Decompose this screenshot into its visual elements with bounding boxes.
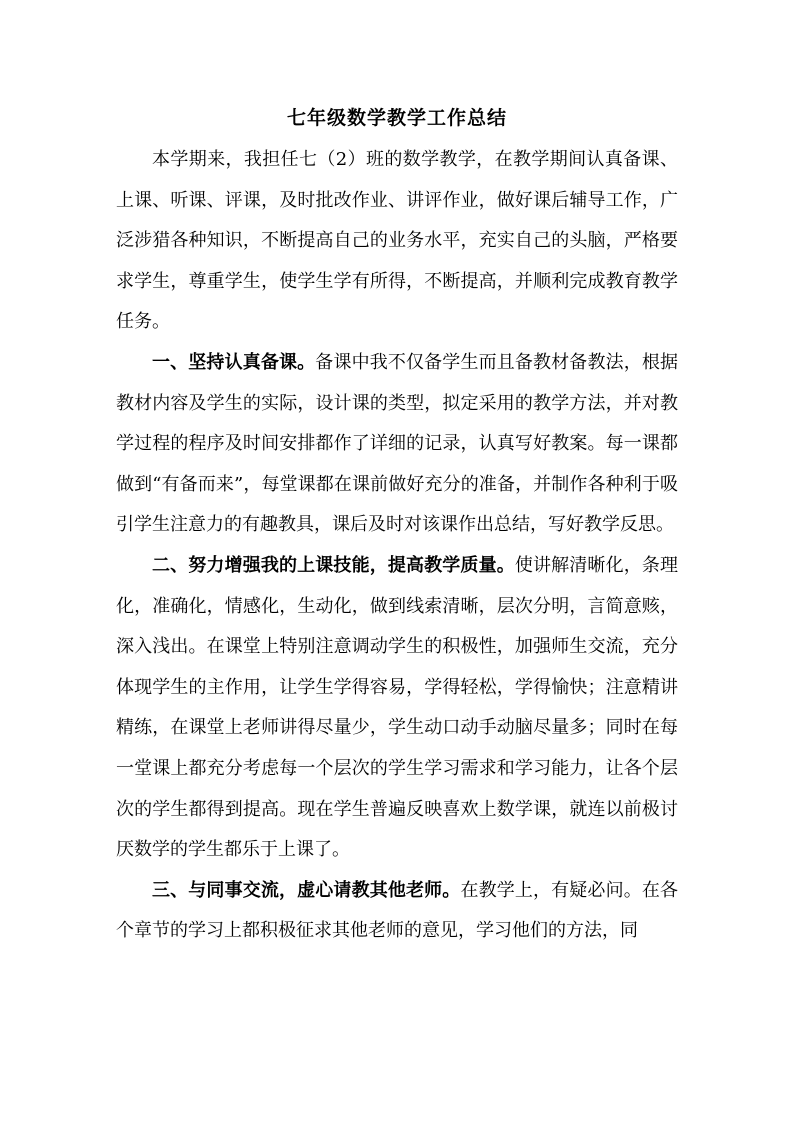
document-title: 七年级数学教学工作总结 bbox=[286, 107, 507, 129]
section-2-paragraph bbox=[116, 546, 678, 871]
section-1-paragraph bbox=[116, 343, 678, 546]
section-1-body: 备课中我不仅备学生而且备教材备教法，根据教材内容及学生的实际，设计课的类型，拟定采用的教学方法，并对教学过程的程序及时间安排都作了详细的记录，认真写好教案。每一课都做到“有备而来”，每堂课都在课前做好充分的准备，并制作各种利于吸引学生注意力的有趣教具，课后及时对该课作出总结，写好教学反思。 bbox=[116, 351, 679, 536]
section-2-body: 使讲解清晰化，条理化，准确化，情感化，生动化，做到线索清晰，层次分明，言简意赅，深入浅出。在课堂上特别注意调动学生的积极性，加强师生交流，充分体现学生的主作用，让学生学得容易，学得轻松，学得愉快；注意精讲精练，在课堂上老师讲得尽量少，学生动口动手动脑尽量多；同时在每一堂课上都充分考虑每一个层次的学生学习需求和学习能力，让各个层次的学生都得到提高。现在学生普遍反映喜欢上数学课，就连以前极讨厌数学的学生都乐于上课了。 bbox=[116, 554, 679, 861]
section-3-heading: 三、与同事交流，虚心请教其他老师。 bbox=[152, 879, 461, 901]
document-page bbox=[116, 102, 678, 952]
section-3-body: 在教学上，有疑必问。在各个章节的学习上都积极征求其他老师的意见，学习他们的方法，同 bbox=[116, 879, 679, 942]
intro-paragraph: 本学期来，我担任七（2）班的数学教学，在教学期间认真备课、上课、听课、评课，及时批改作业、讲评作业，做好课后辅导工作，广泛涉猎各种知识，不断提高自己的业务水平，充实自己的头脑，严格要求学生，尊重学生，使学生学有所得，不断提高，并顺利完成教育教学任务。 bbox=[116, 149, 678, 333]
section-1-heading: 一、坚持认真备课。 bbox=[152, 351, 316, 373]
section-2-heading: 二、努力增强我的上课技能，提高教学质量。 bbox=[152, 554, 515, 576]
section-3-paragraph bbox=[116, 871, 678, 952]
